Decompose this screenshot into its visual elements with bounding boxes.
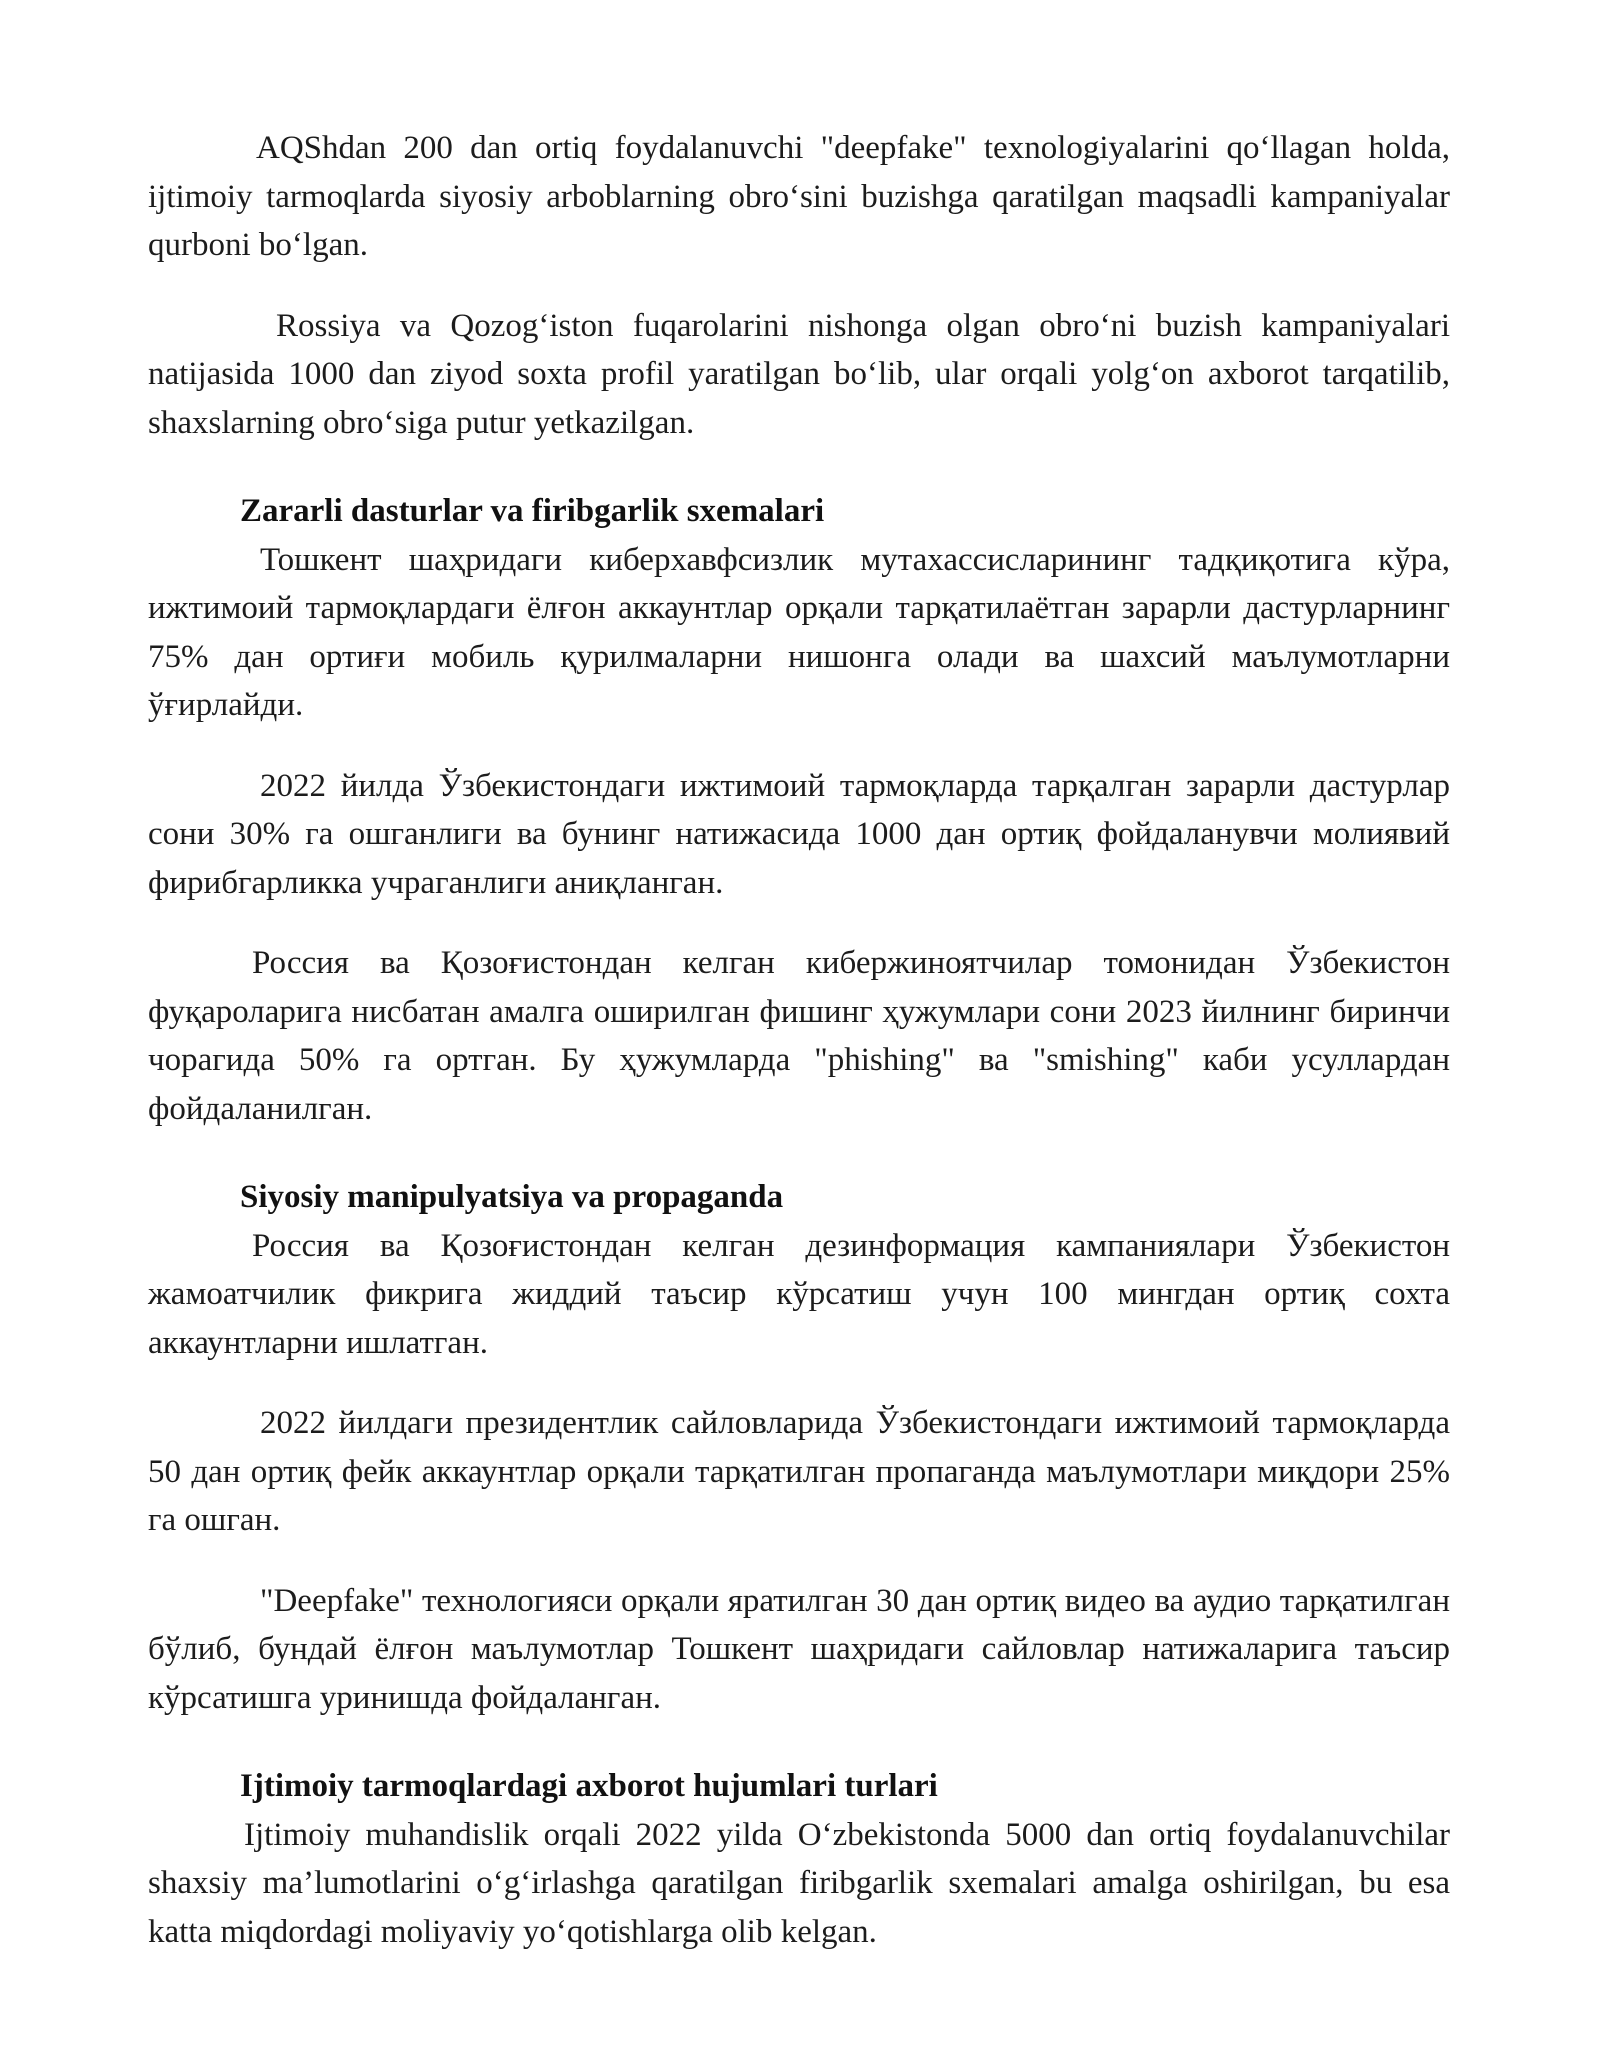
paragraph-malware-research: Тошкент шаҳридаги киберхавфсизлик мутахассисларининг тадқиқотига кўра, ижтимоий тармоқлардаги ёлғон аккаунтлар орқали тарқатилаётган зарарли дастурларнинг 75% дан ортиғи мобиль қурилмаларни нишонга олади ва шахсий маълумотларни ўғирлайди.	[148, 541, 1450, 723]
paragraph-defamation-campaigns: Rossiya va Qozog‘iston fuqarolarini nishonga olgan obro‘ni buzish kampaniyalari natijasida 1000 dan ziyod soxta profil yaratilgan bo‘lib, ular orqali yolg‘on axborot tarqatilib, shaxslarning obro‘siga putur yetkazilgan.	[148, 307, 1450, 441]
heading-political-manipulation: Siyosiy manipulyatsiya va propaganda	[240, 1179, 784, 1215]
paragraph-phishing-attacks: Россия ва Қозоғистондан келган кибержиноятчилар томонидан Ўзбекистон фуқароларига нисбатан амалга оширилган фишинг ҳужумлари сони 2023 йилнинг биринчи чорагида 50% га ортган. Бу ҳужумларда "phishing" ва "smishing" каби усуллардан фойдаланилган.	[148, 945, 1450, 1127]
paragraph-social-engineering: Ijtimoiy muhandislik orqali 2022 yilda O‘zbekistonda 5000 dan ortiq foydalanuvchilar shaxsiy ma’lumotlarini o‘g‘irlashga qaratilgan firibgarlik sxemalari amalga oshirilgan, bu esa katta miqdordagi moliyaviy yo‘qotishlarga olib kelgan.	[148, 1816, 1450, 1950]
paragraph-deepfake-video: "Deepfake" технологияси орқали яратилган 30 дан ортиқ видео ва аудио тарқатилган бўлиб, бундай ёлғон маълумотлар Тошкент шаҳридаги сайловлар натижаларига таъсир кўрсатишга уринишда фойдаланган.	[148, 1582, 1450, 1716]
paragraph-election-propaganda: 2022 йилдаги президентлик сайловларида Ўзбекистондаги ижтимоий тармоқларда 50 дан ортиқ фейк аккаунтлар орқали тарқатилган пропаганда маълумотлари миқдори 25% га ошган.	[148, 1405, 1450, 1538]
paragraph-deepfake-usa: AQShdan 200 dan ortiq foydalanuvchi "deepfake" texnologiyalarini qo‘llagan holda, ijtimoiy tarmoqlarda siyosiy arboblarning obro‘sini buzishga qaratilgan maqsadli kampaniyalar qurboni bo‘lgan.	[148, 130, 1450, 263]
heading-malware-fraud: Zararli dasturlar va firibgarlik sxemalari	[240, 493, 825, 529]
paragraph-malware-growth: 2022 йилда Ўзбекистондаги ижтимоий тармоқларда тарқалган зарарли дастурлар сони 30% га ошганлиги ва бунинг натижасида 1000 дан ортиқ фойдаланувчи молиявий фирибгарликка учраганлиги аниқланган.	[148, 767, 1450, 901]
document-page	[148, 124, 1450, 1956]
heading-attack-types: Ijtimoiy tarmoqlardagi axborot hujumlari turlari	[240, 1768, 938, 1804]
paragraph-disinformation: Россия ва Қозоғистондан келган дезинформация кампаниялари Ўзбекистон жамоатчилик фикрига жиддий таъсир кўрсатиш учун 100 мингдан ортиқ сохта аккаунтларни ишлатган.	[148, 1227, 1450, 1361]
